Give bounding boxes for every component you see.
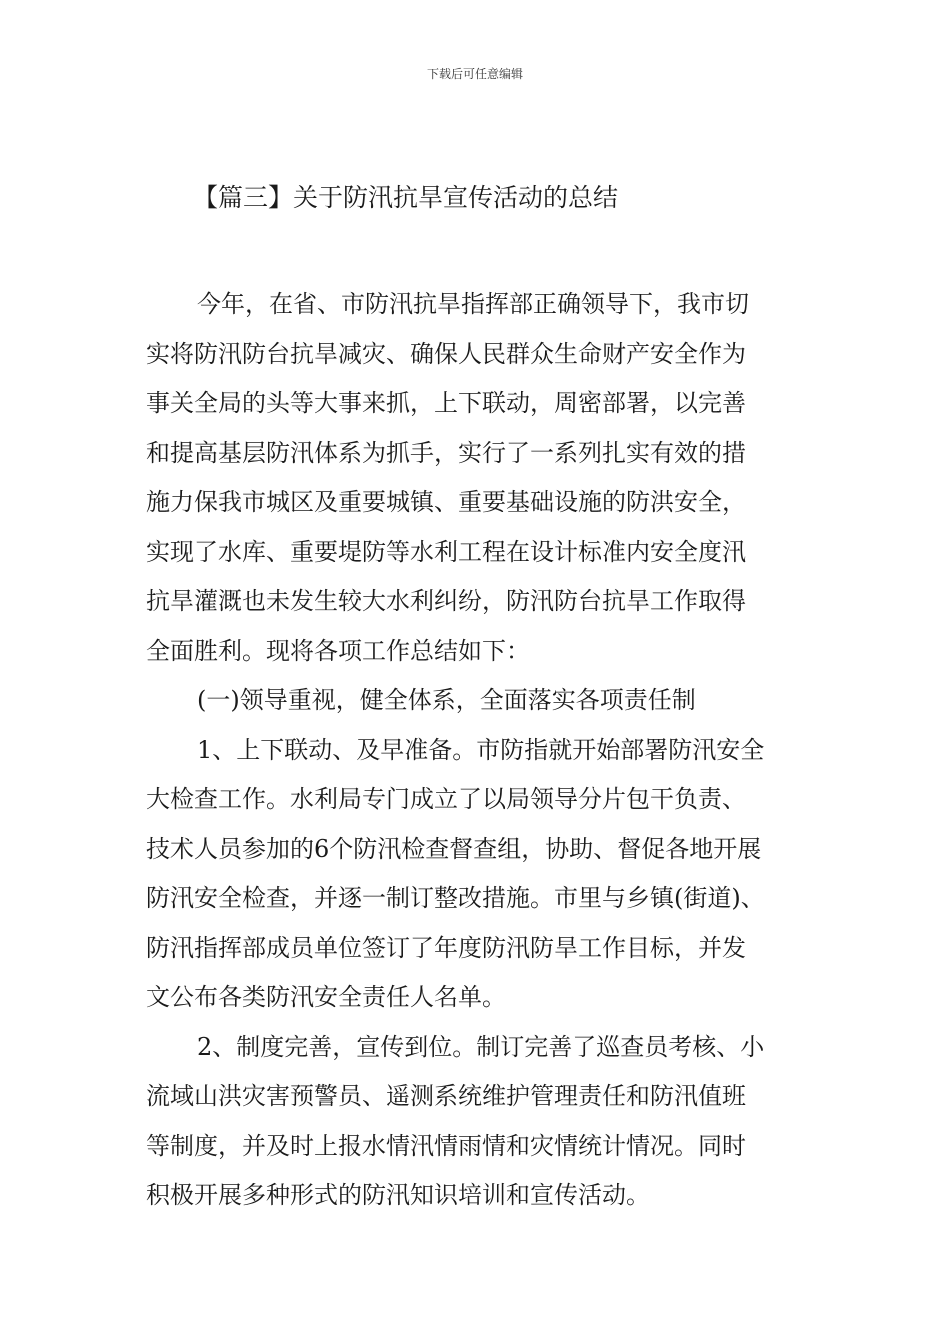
document-title: 【篇三】关于防汛抗旱宣传活动的总结 xyxy=(193,183,619,212)
paragraph-line: 实将防汛防台抗旱减灾、确保人民群众生命财产安全作为 xyxy=(146,339,746,368)
page-header: 下载后可任意编辑 xyxy=(426,67,523,81)
paragraph-line: 大检查工作。水利局专门成立了以局领导分片包干负责、 xyxy=(146,785,746,813)
paragraph-line: 积极开展多种形式的防汛知识培训和宣传活动。 xyxy=(146,1181,650,1209)
paragraph-line: 施力保我市城区及重要城镇、重要基础设施的防洪安全， xyxy=(146,488,746,516)
paragraph-line: 今年，在省、市防汛抗旱指挥部正确领导下，我市切 xyxy=(197,290,749,318)
paragraph-line: 1、上下联动、及早准备。市防指就开始部署防汛安全 xyxy=(197,735,765,764)
paragraph-line: 文公布各类防汛安全责任人名单。 xyxy=(146,983,506,1011)
paragraph-line: 实现了水库、重要堤防等水利工程在设计标准内安全度汛 xyxy=(146,537,746,566)
paragraph-line: 防汛安全检查，并逐一制订整改措施。市里与乡镇(街道)、 xyxy=(146,884,765,912)
paragraph-line: 流域山洪灾害预警员、遥测系统维护管理责任和防汛值班 xyxy=(146,1082,746,1110)
paragraph-line: 事关全局的头等大事来抓，上下联动，周密部署，以完善 xyxy=(146,389,746,417)
paragraph-line: 技术人员参加的6个防汛检查督查组，协助、督促各地开展 xyxy=(146,834,762,863)
paragraph-line: 抗旱灌溉也未发生较大水利纠纷，防汛防台抗旱工作取得 xyxy=(146,587,746,615)
section-heading: (一)领导重视，健全体系，全面落实各项责任制 xyxy=(197,686,696,714)
paragraph-line: 和提高基层防汛体系为抓手，实行了一系列扎实有效的措 xyxy=(146,438,746,467)
paragraph-line: 全面胜利。现将各项工作总结如下： xyxy=(146,636,530,665)
paragraph-line: 防汛指挥部成员单位签订了年度防汛防旱工作目标，并发 xyxy=(146,933,746,962)
document-body xyxy=(146,280,826,1221)
paragraph-line: 2、制度完善，宣传到位。制订完善了巡查员考核、小 xyxy=(197,1032,765,1061)
paragraph-line: 等制度，并及时上报水情汛情雨情和灾情统计情况。同时 xyxy=(146,1131,746,1160)
